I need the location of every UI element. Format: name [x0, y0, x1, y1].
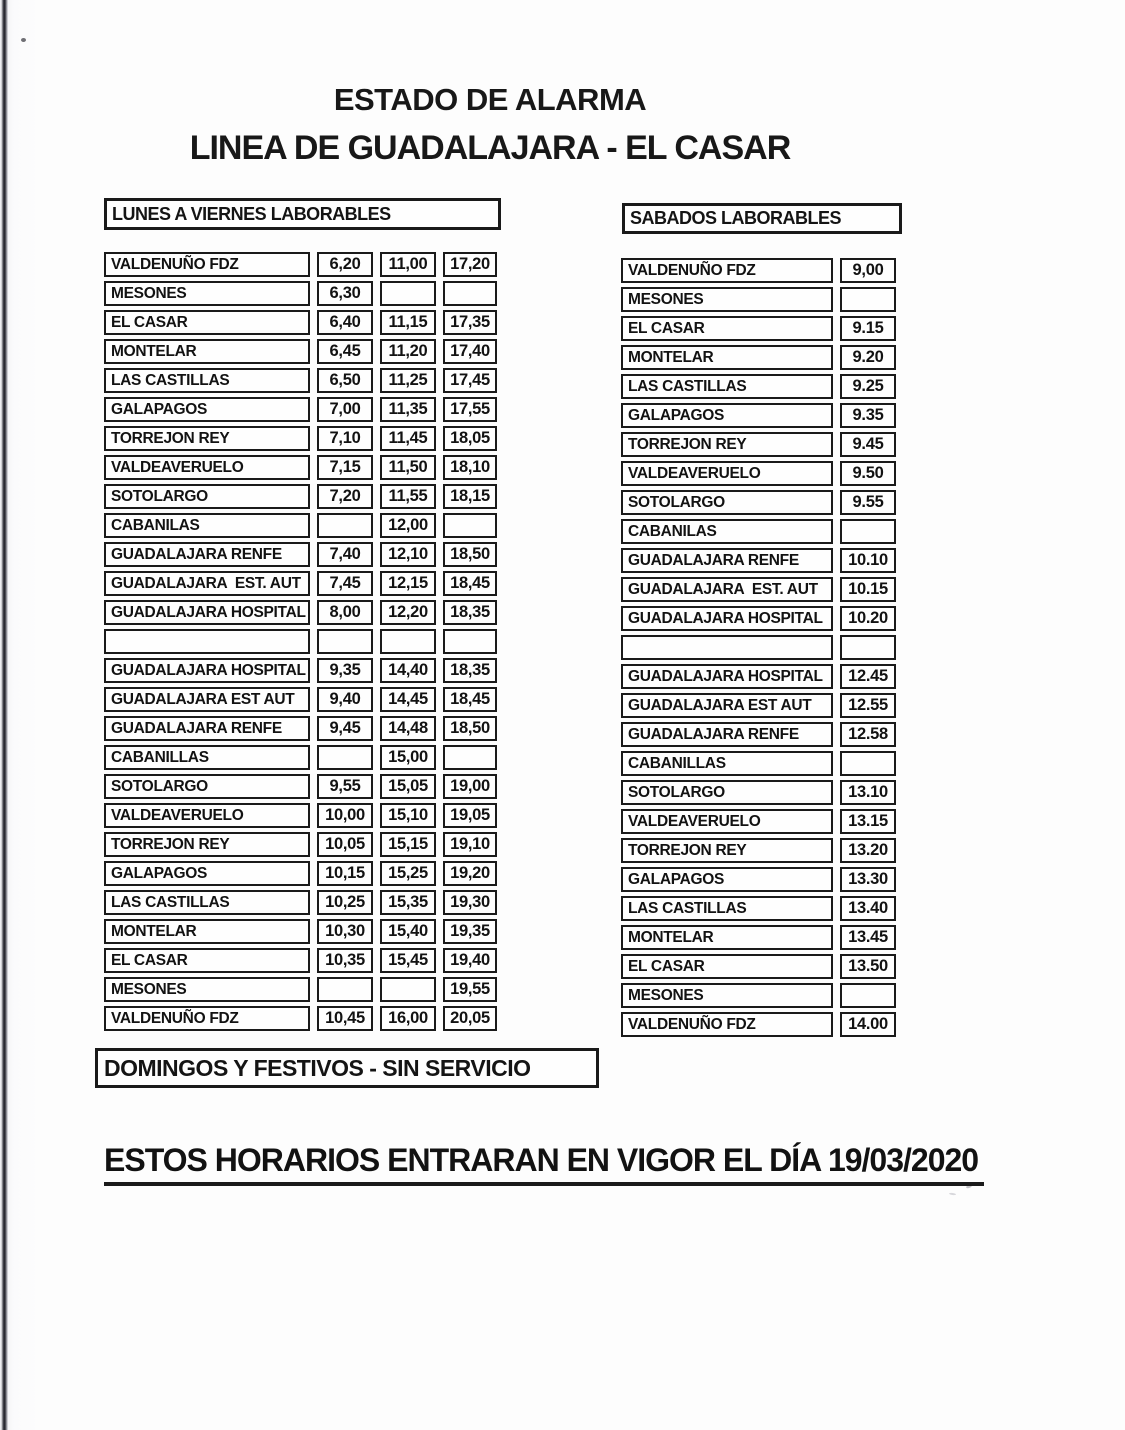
- station-cell: GALAPAGOS: [104, 861, 310, 886]
- station-cell: MESONES: [104, 977, 310, 1002]
- time-cell: 16,00: [380, 1006, 436, 1031]
- time-cell: 17,40: [443, 339, 497, 364]
- station-cell: GUADALAJARA RENFE: [621, 548, 833, 573]
- time-cell: 10.15: [840, 577, 896, 602]
- time-cell: 10,00: [317, 803, 373, 828]
- time-cell: 15,35: [380, 890, 436, 915]
- time-cell: 15,40: [380, 919, 436, 944]
- station-cell: SOTOLARGO: [621, 780, 833, 805]
- time-cell: 11,45: [380, 426, 436, 451]
- station-cell: CABANILAS: [621, 519, 833, 544]
- station-cell: CABANILLAS: [104, 745, 310, 770]
- station-cell: GUADALAJARA EST. AUT: [104, 571, 310, 596]
- time-cell: 9,35: [317, 658, 373, 683]
- station-cell: GUADALAJARA RENFE: [104, 542, 310, 567]
- time-cell: 9.20: [840, 345, 896, 370]
- station-cell: LAS CASTILLAS: [621, 896, 833, 921]
- station-cell: LAS CASTILLAS: [104, 890, 310, 915]
- time-cell: 18,10: [443, 455, 497, 480]
- time-cell: 10,05: [317, 832, 373, 857]
- time-cell: [443, 513, 497, 538]
- time-cell: [317, 629, 373, 654]
- time-cell: 9,00: [840, 258, 896, 283]
- time-cell: 18,35: [443, 600, 497, 625]
- station-cell: MONTELAR: [104, 339, 310, 364]
- time-cell: 12,20: [380, 600, 436, 625]
- time-cell: 10.10: [840, 548, 896, 573]
- time-cell: 19,35: [443, 919, 497, 944]
- time-cell: 19,40: [443, 948, 497, 973]
- station-cell: MESONES: [621, 287, 833, 312]
- station-cell: CABANILLAS: [621, 751, 833, 776]
- scan-edge-artifact: [1, 0, 8, 1430]
- time-cell: 7,15: [317, 455, 373, 480]
- station-cell: GUADALAJARA HOSPITAL: [104, 658, 310, 683]
- time-cell: 9.55: [840, 490, 896, 515]
- time-cell: 9,45: [317, 716, 373, 741]
- time-cell: 15,45: [380, 948, 436, 973]
- time-cell: [840, 751, 896, 776]
- time-cell: 12,15: [380, 571, 436, 596]
- station-cell: LAS CASTILLAS: [621, 374, 833, 399]
- time-cell: 18,05: [443, 426, 497, 451]
- weekday-timetable: [104, 252, 497, 1031]
- time-cell: 9.25: [840, 374, 896, 399]
- time-cell: [840, 983, 896, 1008]
- station-cell: TORREJON REY: [104, 426, 310, 451]
- station-cell: SOTOLARGO: [104, 774, 310, 799]
- station-cell: TORREJON REY: [104, 832, 310, 857]
- time-cell: [443, 281, 497, 306]
- time-cell: 17,20: [443, 252, 497, 277]
- time-cell: 15,00: [380, 745, 436, 770]
- station-cell: GUADALAJARA RENFE: [104, 716, 310, 741]
- station-cell: EL CASAR: [104, 310, 310, 335]
- station-cell: TORREJON REY: [621, 432, 833, 457]
- time-cell: 10.20: [840, 606, 896, 631]
- time-cell: 15,25: [380, 861, 436, 886]
- time-cell: 13.15: [840, 809, 896, 834]
- time-cell: 14,48: [380, 716, 436, 741]
- time-cell: [443, 745, 497, 770]
- time-cell: 17,55: [443, 397, 497, 422]
- time-cell: [317, 513, 373, 538]
- time-cell: 13.20: [840, 838, 896, 863]
- station-cell: MESONES: [104, 281, 310, 306]
- time-cell: 11,35: [380, 397, 436, 422]
- time-cell: 18,45: [443, 571, 497, 596]
- time-cell: 9.15: [840, 316, 896, 341]
- station-cell: VALDENUÑO FDZ: [621, 258, 833, 283]
- time-cell: 14,40: [380, 658, 436, 683]
- station-cell: LAS CASTILLAS: [104, 368, 310, 393]
- time-cell: 18,15: [443, 484, 497, 509]
- station-cell: GUADALAJARA HOSPITAL: [621, 664, 833, 689]
- time-cell: 19,00: [443, 774, 497, 799]
- time-cell: [840, 519, 896, 544]
- time-cell: 9,40: [317, 687, 373, 712]
- time-cell: 7,10: [317, 426, 373, 451]
- time-cell: 10,25: [317, 890, 373, 915]
- time-cell: 19,10: [443, 832, 497, 857]
- station-cell: GALAPAGOS: [621, 403, 833, 428]
- time-cell: 11,25: [380, 368, 436, 393]
- time-cell: 9.35: [840, 403, 896, 428]
- time-cell: 8,00: [317, 600, 373, 625]
- time-cell: 15,05: [380, 774, 436, 799]
- time-cell: 17,45: [443, 368, 497, 393]
- time-cell: 7,00: [317, 397, 373, 422]
- station-cell: MESONES: [621, 983, 833, 1008]
- time-cell: 11,00: [380, 252, 436, 277]
- time-cell: 10,45: [317, 1006, 373, 1031]
- station-cell: VALDEAVERUELO: [621, 461, 833, 486]
- time-cell: 18,35: [443, 658, 497, 683]
- station-cell: GUADALAJARA HOSPITAL: [104, 600, 310, 625]
- station-cell: GUADALAJARA RENFE: [621, 722, 833, 747]
- station-cell: [621, 635, 833, 660]
- time-cell: 6,20: [317, 252, 373, 277]
- time-cell: 7,20: [317, 484, 373, 509]
- time-cell: [317, 745, 373, 770]
- station-cell: EL CASAR: [621, 954, 833, 979]
- time-cell: 7,45: [317, 571, 373, 596]
- time-cell: 12,00: [380, 513, 436, 538]
- time-cell: 10,35: [317, 948, 373, 973]
- time-cell: 13.45: [840, 925, 896, 950]
- station-cell: EL CASAR: [621, 316, 833, 341]
- page-title-line2: LINEA DE GUADALAJARA - EL CASAR: [189, 129, 791, 167]
- time-cell: 18,50: [443, 542, 497, 567]
- time-cell: 9,55: [317, 774, 373, 799]
- time-cell: [840, 635, 896, 660]
- time-cell: 11,20: [380, 339, 436, 364]
- weekday-table-header: LUNES A VIERNES LABORABLES: [104, 198, 501, 230]
- time-cell: 13.50: [840, 954, 896, 979]
- time-cell: 11,15: [380, 310, 436, 335]
- time-cell: 15,15: [380, 832, 436, 857]
- time-cell: 19,30: [443, 890, 497, 915]
- time-cell: 14,45: [380, 687, 436, 712]
- station-cell: VALDENUÑO FDZ: [621, 1012, 833, 1037]
- station-cell: VALDEAVERUELO: [621, 809, 833, 834]
- station-cell: SOTOLARGO: [104, 484, 310, 509]
- station-cell: [104, 629, 310, 654]
- time-cell: 11,50: [380, 455, 436, 480]
- time-cell: 12,10: [380, 542, 436, 567]
- saturday-table-header: SABADOS LABORABLES: [622, 203, 902, 234]
- time-cell: 10,30: [317, 919, 373, 944]
- station-cell: SOTOLARGO: [621, 490, 833, 515]
- time-cell: [380, 281, 436, 306]
- time-cell: 12.58: [840, 722, 896, 747]
- time-cell: 17,35: [443, 310, 497, 335]
- time-cell: 20,05: [443, 1006, 497, 1031]
- time-cell: 6,45: [317, 339, 373, 364]
- time-cell: 13.40: [840, 896, 896, 921]
- time-cell: 9.45: [840, 432, 896, 457]
- station-cell: GALAPAGOS: [104, 397, 310, 422]
- time-cell: 11,55: [380, 484, 436, 509]
- time-cell: 13.10: [840, 780, 896, 805]
- time-cell: 12.45: [840, 664, 896, 689]
- no-service-notice: DOMINGOS Y FESTIVOS - SIN SERVICIO: [95, 1048, 599, 1088]
- time-cell: [840, 287, 896, 312]
- station-cell: GALAPAGOS: [621, 867, 833, 892]
- time-cell: 19,55: [443, 977, 497, 1002]
- station-cell: GUADALAJARA HOSPITAL: [621, 606, 833, 631]
- time-cell: 19,20: [443, 861, 497, 886]
- time-cell: [443, 629, 497, 654]
- station-cell: CABANILAS: [104, 513, 310, 538]
- time-cell: 18,50: [443, 716, 497, 741]
- effective-date-notice: ESTOS HORARIOS ENTRARAN EN VIGOR EL DÍA 19/03/2020: [104, 1142, 984, 1186]
- scan-speck-artifact: [21, 38, 26, 42]
- station-cell: EL CASAR: [104, 948, 310, 973]
- time-cell: 15,10: [380, 803, 436, 828]
- station-cell: MONTELAR: [621, 345, 833, 370]
- time-cell: 10,15: [317, 861, 373, 886]
- station-cell: MONTELAR: [104, 919, 310, 944]
- time-cell: 12.55: [840, 693, 896, 718]
- time-cell: [317, 977, 373, 1002]
- station-cell: GUADALAJARA EST AUT: [621, 693, 833, 718]
- station-cell: GUADALAJARA EST AUT: [104, 687, 310, 712]
- saturday-timetable: [621, 258, 896, 1037]
- time-cell: 18,45: [443, 687, 497, 712]
- time-cell: 13.30: [840, 867, 896, 892]
- station-cell: VALDENUÑO FDZ: [104, 1006, 310, 1031]
- time-cell: [380, 629, 436, 654]
- station-cell: VALDENUÑO FDZ: [104, 252, 310, 277]
- page-title-line1: ESTADO DE ALARMA: [333, 82, 647, 117]
- time-cell: 6,30: [317, 281, 373, 306]
- time-cell: [380, 977, 436, 1002]
- time-cell: 14.00: [840, 1012, 896, 1037]
- time-cell: 6,50: [317, 368, 373, 393]
- time-cell: 19,05: [443, 803, 497, 828]
- station-cell: MONTELAR: [621, 925, 833, 950]
- time-cell: 7,40: [317, 542, 373, 567]
- station-cell: GUADALAJARA EST. AUT: [621, 577, 833, 602]
- station-cell: VALDEAVERUELO: [104, 455, 310, 480]
- station-cell: TORREJON REY: [621, 838, 833, 863]
- station-cell: VALDEAVERUELO: [104, 803, 310, 828]
- time-cell: 9.50: [840, 461, 896, 486]
- time-cell: 6,40: [317, 310, 373, 335]
